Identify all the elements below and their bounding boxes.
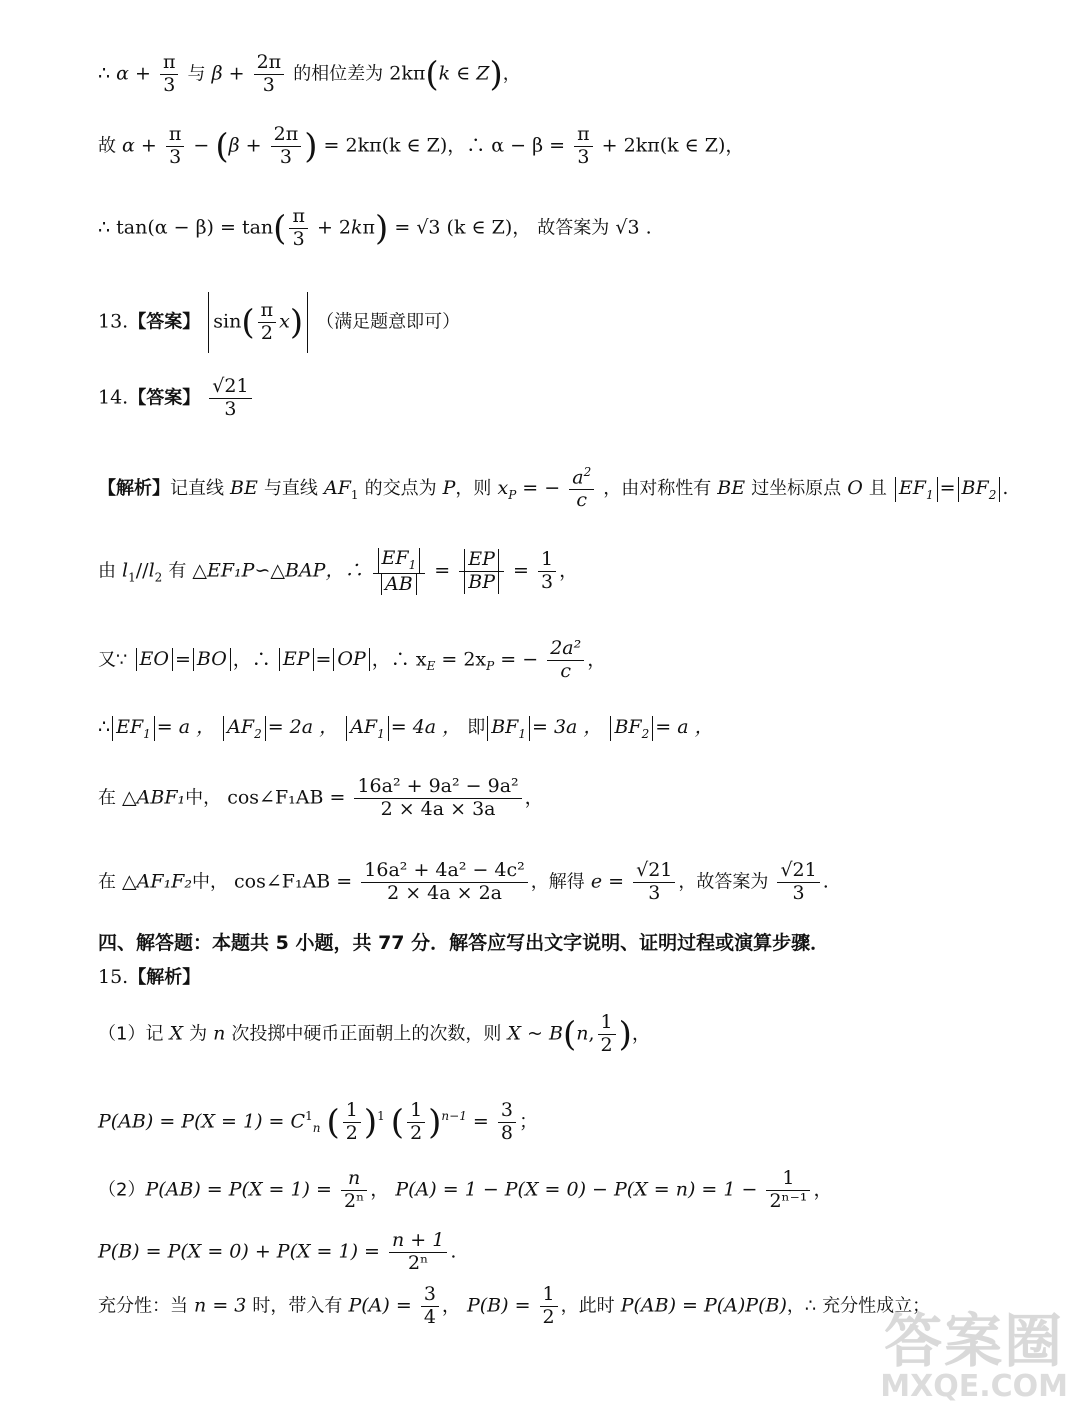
fraction: $\frac{\pi}{3}$: [289, 206, 308, 251]
math: n = 3: [194, 1294, 247, 1317]
fraction: $\frac{1}{2}$: [343, 1100, 361, 1145]
text: .: [450, 1240, 457, 1263]
math: △EF₁P∽△BAP，∴: [192, 559, 364, 582]
math: √3 .: [615, 216, 652, 239]
text: 又∵: [98, 649, 128, 671]
question-number: 14.: [98, 386, 129, 409]
math: = 2a ，: [267, 716, 339, 738]
line-similar-triangles: 由 $l_1//l_2$ 有 △EF₁P∽△BAP，∴ $\frac{EF_1}{AB}$ = $\frac{EP}{BP}$ = $\frac{1}{3}$ ，: [98, 547, 579, 595]
math: P: [442, 477, 456, 500]
fraction: $\frac{\text{16a² + 9a² − 9a²}}{2 \times 4a \times 3a}$: [354, 776, 521, 821]
line-cosine-af1f2: [98, 860, 1040, 905]
math: P(AB) = P(A)P(B): [620, 1294, 787, 1317]
fraction: $\frac{n + 1}{\text{2ⁿ}}$: [389, 1230, 447, 1275]
fraction: $\frac{√21}{3}$: [633, 860, 675, 905]
section-heading: 四、解答题：本题共 5 小题，共 77 分．解答应写出文字说明、证明过程或演算步骤．: [98, 932, 830, 954]
text: 故答案为: [537, 217, 610, 239]
fraction: $\frac{\pi}{3}$: [574, 124, 593, 169]
text: （满足题意即可）: [316, 311, 461, 333]
text: 的交点为: [364, 478, 437, 500]
math: ∴: [98, 716, 111, 738]
fraction: $\frac{√21}{3}$: [777, 860, 819, 905]
math: cos∠F₁AB =: [234, 870, 353, 893]
math: =: [472, 1110, 489, 1133]
fraction: $\frac{1}{2}$: [598, 1012, 616, 1057]
math: k ∈ Z: [438, 62, 490, 85]
text: ，: [587, 648, 607, 671]
fraction: $\frac{a^2}{c}$: [569, 466, 594, 512]
text: .: [822, 870, 829, 893]
text: 过坐标原点: [751, 478, 842, 500]
text: 记: [145, 1023, 164, 1045]
fraction: $\frac{EF_1}{AB}$: [373, 548, 426, 595]
fraction: $\frac{\pi}{2}$: [258, 300, 277, 345]
answer-14: [98, 376, 1040, 421]
line-pab-pa: [98, 1168, 1040, 1213]
text: ，: [502, 63, 521, 85]
fraction: $\frac{1}{2}$: [407, 1100, 425, 1145]
text: ，由对称性有: [603, 478, 712, 500]
fraction: $\frac{\text{2a²}}{c}$: [547, 638, 584, 683]
math: ，∴: [232, 648, 271, 671]
text: 故: [98, 135, 116, 157]
math: AF: [323, 477, 351, 500]
fraction: $\frac{n}{\text{2ⁿ}}$: [341, 1168, 367, 1213]
math: = √3 (k ∈ Z)，: [394, 216, 532, 239]
text: 记直线: [170, 478, 224, 500]
text: ；: [518, 1110, 538, 1133]
analysis-tag: 【解析】: [128, 967, 201, 988]
line-pb: [98, 1230, 1040, 1275]
math: n: [213, 1022, 226, 1045]
math: = a ，: [156, 716, 216, 738]
text: 有: [168, 560, 187, 582]
fraction: $\frac{1}{3}$: [538, 549, 556, 594]
line-tangent-answer: ∴ tan(α − β) = tan( $\frac{\pi}{3}$ + 2kπ) = √3 (k ∈ Z)， 故答案为 √3 .: [98, 205, 652, 250]
text: ，: [559, 559, 579, 582]
math: BE: [230, 477, 258, 500]
line-alpha-minus-beta: 故 α + $\frac{\pi}{3}$ − (β + $\frac{2\pi}{3}$ ) = 2kπ(k ∈ Z)，∴ α − β = $\frac{\pi}{3}$ + 2kπ(k ∈ Z)，: [98, 123, 745, 168]
math: X ~ B: [507, 1022, 563, 1045]
text: （1）: [98, 1023, 146, 1045]
text: ，故答案为: [678, 871, 769, 893]
text: 充分性：当: [98, 1295, 188, 1317]
fraction: $\frac{\pi}{3}$: [160, 52, 179, 97]
math: e =: [590, 870, 625, 893]
fraction: $\frac{√21}{3}$: [209, 376, 251, 421]
math: + 2kπ(k ∈ Z)，: [601, 134, 745, 157]
answer-13: 13.【答案】 sin( $\frac{\pi}{2}$ x) （满足题意即可）: [98, 292, 1040, 353]
fraction: $\frac{1}{\text{2ⁿ⁻¹}}$: [766, 1168, 810, 1213]
text: 在: [98, 787, 116, 809]
text: 中，: [191, 871, 228, 893]
question-number: 15.: [98, 966, 129, 988]
fraction: $\frac{\pi}{3}$: [166, 124, 185, 169]
fraction: $\frac{3}{4}$: [421, 1284, 439, 1329]
math: ∴ tan(α − β) = tan: [98, 216, 274, 239]
text: ，解得: [530, 871, 585, 893]
line-lengths: ∴ $EF_1 = a$ ， $AF_2 = 2a$ ， $AF_1 = 4a$ ， 即 $BF_1 = 3a$ ， $BF_2 = a$ ，: [98, 716, 714, 741]
text: ，: [370, 1178, 390, 1201]
math: △ABF₁: [122, 786, 186, 809]
math: △AF₁F₂: [122, 870, 192, 893]
math: //: [135, 559, 149, 582]
math: P(A) =: [348, 1294, 412, 1317]
analysis-tag: 【解析】: [98, 478, 170, 500]
math: 2kπ: [389, 62, 426, 85]
text: 由: [98, 560, 116, 582]
line-cosine-abf1: [98, 776, 1040, 821]
line-pab-1: $P(AB) = P(X = 1) = C^1_n$ ( $\frac{1}{2}$ )$^1$ ( $\frac{1}{2}$ )$^{n-1}$ = $\frac{3}{8}$ ；: [98, 1099, 538, 1144]
text: .: [1002, 477, 1009, 500]
math: P(B) =: [466, 1294, 531, 1317]
text: ，: [524, 786, 544, 809]
answer-tag: 【答案】: [128, 311, 201, 333]
question-number: 13.: [98, 310, 129, 333]
math: X: [169, 1022, 184, 1045]
text: ，: [813, 1178, 833, 1201]
math: P(B) = P(X = 0) + P(X = 1) =: [98, 1240, 380, 1263]
text: ，: [631, 1022, 651, 1045]
text: 中，: [185, 787, 222, 809]
math: = a ，: [655, 716, 714, 738]
text: 且: [868, 478, 887, 500]
fraction: $\frac{1}{2}$: [540, 1284, 558, 1329]
text: ，此时: [560, 1295, 615, 1317]
line-xe: 又∵ EO = BO ，∴ EP = OP ，∴ $x_E = 2x_P$ = − $\frac{\text{2a²}}{c}$ ，: [98, 637, 607, 682]
line-analysis-intro: 【解析】记直线 BE 与直线 $AF_1$ 的交点为 P，则 $x_P$ = − $\frac{a^2}{c}$ ，由对称性有 BE 过坐标原点 O 且 $EF_1 = BF_2$ .: [98, 465, 1009, 512]
text: ，∴ 充分性成立；: [786, 1295, 931, 1317]
text: 的相位差为: [293, 63, 384, 85]
math: = 2kπ(k ∈ Z)，∴ α − β =: [323, 134, 566, 157]
math: ，∴ x: [371, 648, 427, 671]
text: 次投掷中硬币正面朝上的次数，则: [231, 1023, 502, 1045]
fraction: $\frac{2\pi}{3}$: [271, 124, 302, 169]
watermark: [880, 1307, 1068, 1404]
text: ，: [441, 1294, 461, 1317]
fraction: $\frac{2\pi}{3}$: [254, 52, 285, 97]
text: 与: [187, 63, 206, 85]
text: 即: [467, 717, 486, 738]
fraction: $\frac{\text{16a² + 4a² − 4c²}}{2 \times 4a \times 2a}$: [361, 860, 528, 905]
text: ，则: [455, 478, 492, 500]
fraction: $\frac{3}{8}$: [498, 1100, 516, 1145]
math: P(AB) = P(X = 1) = C: [98, 1110, 306, 1133]
line-phase-difference: ∴ α + $\frac{\pi}{3}$ 与 β + $\frac{2\pi}{3}$ 的相位差为 2kπ(k ∈ Z)，: [98, 51, 521, 96]
math: = −: [500, 648, 539, 671]
line-binomial: （1）记 X 为 n 次投掷中硬币正面朝上的次数，则 X ~ B(n, $\frac{1}{2}$ )，: [98, 1011, 651, 1056]
watermark-url: MXQE.COM: [880, 1369, 1068, 1404]
therefore-symbol: ∴: [98, 62, 111, 85]
math: P(AB) = P(X = 1) =: [145, 1178, 332, 1201]
math: P(A) = 1 − P(X = 0) − P(X = n) = 1 −: [395, 1178, 758, 1201]
fraction: $\frac{EP}{BP}$: [459, 549, 504, 594]
math: O: [847, 477, 863, 500]
math: cos∠F₁AB =: [227, 786, 346, 809]
answer-tag: 【答案】: [128, 387, 201, 409]
math: x: [497, 477, 509, 500]
answer-15: [98, 966, 1040, 989]
math: = 4a ，: [390, 716, 462, 738]
watermark-logo: 答案圈: [884, 1307, 1065, 1375]
text: 与直线: [263, 478, 318, 500]
text: 时，带入有: [252, 1295, 343, 1317]
text: 在: [98, 871, 116, 893]
math: =: [434, 559, 451, 582]
math: = 3a ，: [532, 716, 603, 738]
math: = 2x: [441, 648, 487, 671]
text: 为: [189, 1023, 208, 1045]
text: （2）: [98, 1179, 146, 1201]
